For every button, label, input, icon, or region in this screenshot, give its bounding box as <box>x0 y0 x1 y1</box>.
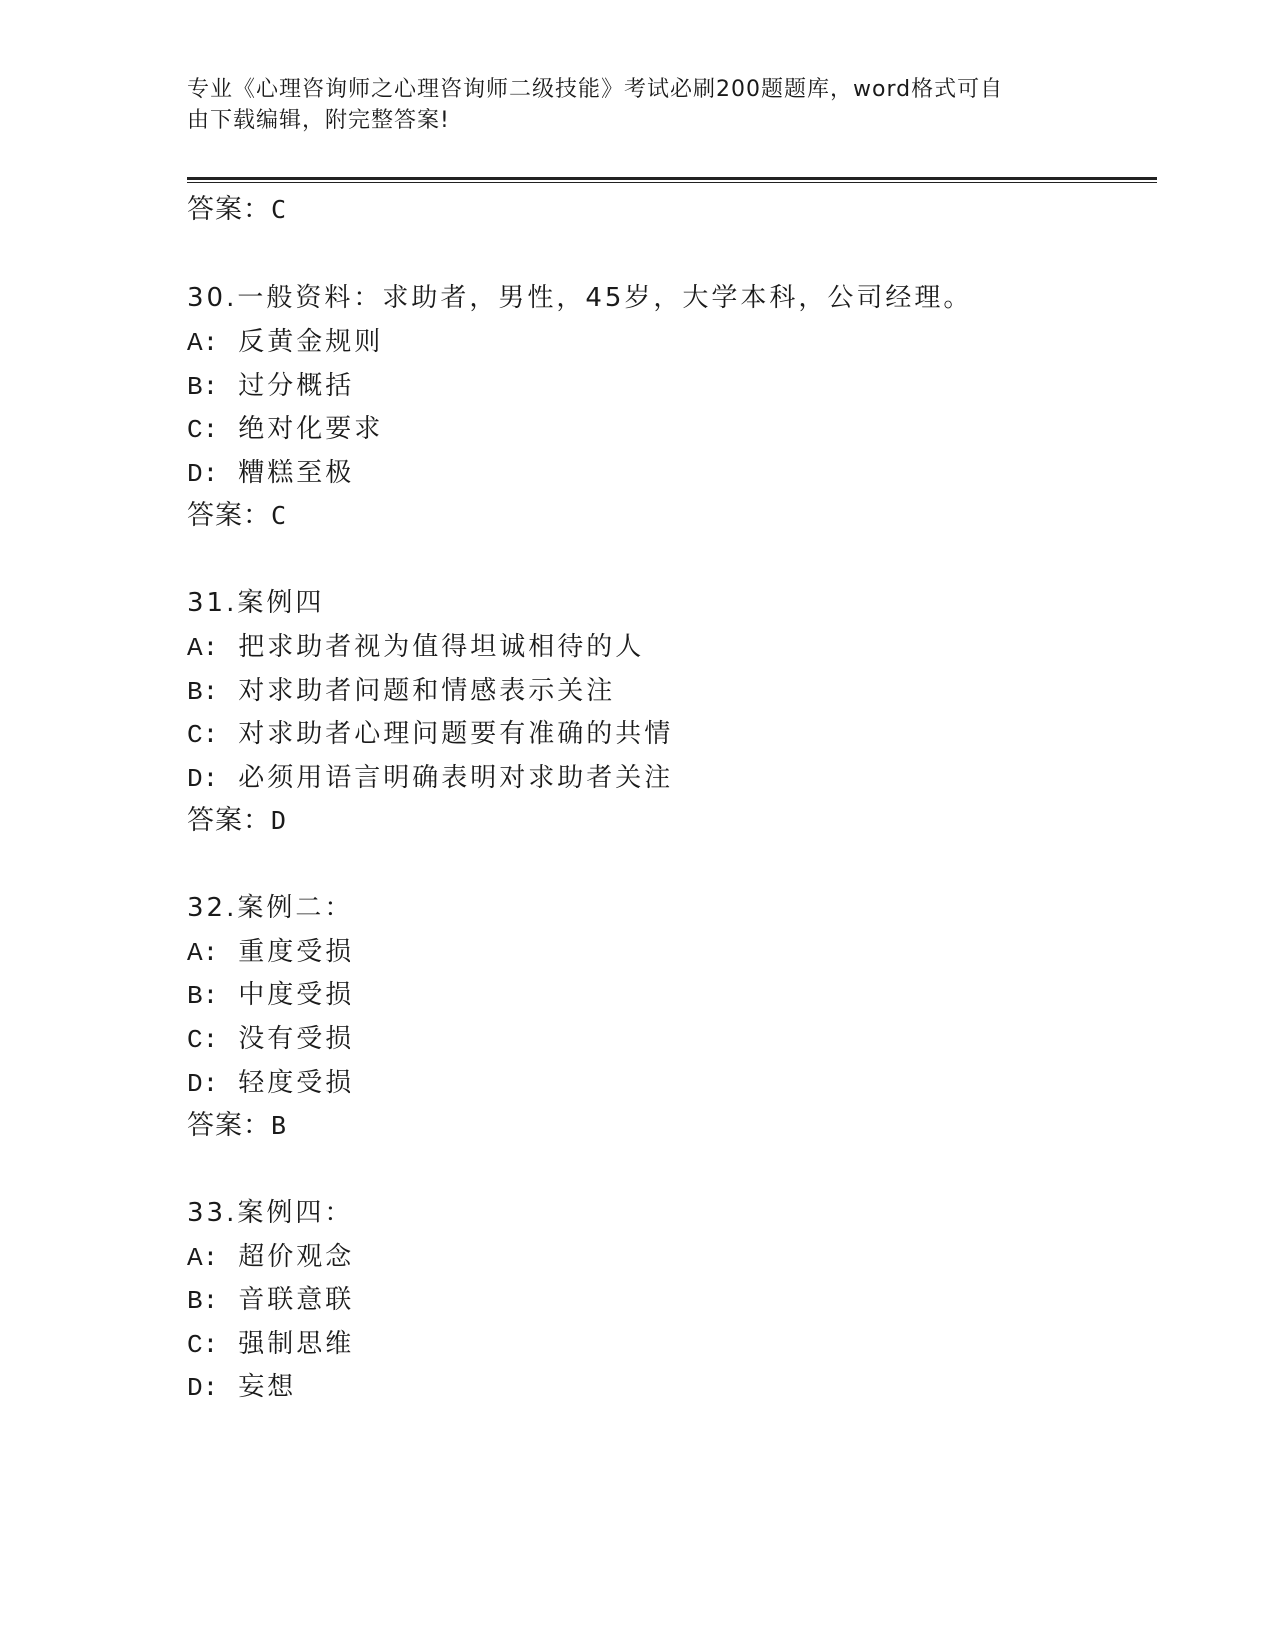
option-letter: C: <box>187 1330 219 1360</box>
option-letter: B: <box>187 372 219 402</box>
option-letter: D: <box>187 1069 219 1099</box>
option-text: 轻度受损 <box>238 1068 355 1098</box>
option-row <box>187 369 354 404</box>
option-text: 过分概括 <box>238 371 355 401</box>
question-stem: 31.案例四 <box>187 588 325 618</box>
option-text: 对求助者问题和情感表示关注 <box>238 676 616 706</box>
question-stem: 30.一般资料：求助者，男性，45岁，大学本科，公司经理。 <box>187 283 973 313</box>
option-row <box>187 456 354 491</box>
option-letter: B: <box>187 677 219 707</box>
answer-label: 答案： <box>187 1110 271 1141</box>
option-letter: D: <box>187 459 219 489</box>
option-text: 没有受损 <box>238 1024 355 1054</box>
option-letter: A: <box>187 328 219 358</box>
option-row <box>187 935 354 970</box>
option-letter: A: <box>187 633 219 663</box>
option-letter: C: <box>187 1025 219 1055</box>
option-letter: D: <box>187 1373 219 1403</box>
answer-label: 答案： <box>187 194 271 225</box>
option-text: 绝对化要求 <box>238 414 384 444</box>
option-row <box>187 761 673 796</box>
question-stem: 32.案例二： <box>187 893 354 923</box>
option-letter: C: <box>187 415 219 445</box>
option-row <box>187 1022 354 1057</box>
option-text: 反黄金规则 <box>238 327 384 357</box>
option-text: 重度受损 <box>238 937 355 967</box>
option-text: 把求助者视为值得坦诚相待的人 <box>238 632 645 662</box>
option-letter: B: <box>187 1286 219 1316</box>
answer-value: D <box>271 806 288 835</box>
option-text: 中度受损 <box>238 980 355 1010</box>
option-letter: A: <box>187 1243 219 1273</box>
option-row <box>187 674 615 709</box>
option-row <box>187 1283 354 1318</box>
option-row <box>187 1066 354 1101</box>
document-header <box>187 74 1067 136</box>
header-line-1: 专业《心理咨询师之心理咨询师二级技能》考试必刷200题题库，word格式可自 <box>187 77 1004 102</box>
answer-line <box>187 193 287 227</box>
option-row <box>187 325 383 360</box>
header-divider-thin <box>187 182 1157 183</box>
option-letter: B: <box>187 981 219 1011</box>
header-line-2: 由下载编辑，附完整答案! <box>187 108 450 133</box>
option-text: 妄想 <box>238 1372 297 1402</box>
answer-line <box>187 804 287 838</box>
option-row <box>187 1327 354 1362</box>
option-text: 糟糕至极 <box>238 458 355 488</box>
option-letter: C: <box>187 720 219 750</box>
option-row <box>187 978 354 1013</box>
option-text: 必须用语言明确表明对求助者关注 <box>238 763 674 793</box>
option-row <box>187 412 383 447</box>
answer-value: C <box>271 195 288 224</box>
option-text: 强制思维 <box>238 1329 355 1359</box>
option-row <box>187 1370 296 1405</box>
answer-value: B <box>271 1111 288 1140</box>
option-text: 对求助者心理问题要有准确的共情 <box>238 719 674 749</box>
answer-label: 答案： <box>187 805 271 836</box>
option-text: 超价观念 <box>238 1242 355 1272</box>
answer-line <box>187 499 287 533</box>
option-row <box>187 1240 354 1275</box>
option-row <box>187 717 673 752</box>
answer-value: C <box>271 501 288 530</box>
option-text: 音联意联 <box>238 1285 355 1315</box>
question-stem: 33.案例四： <box>187 1198 354 1228</box>
answer-label: 答案： <box>187 500 271 531</box>
answer-line <box>187 1109 287 1143</box>
option-row <box>187 630 644 665</box>
option-letter: D: <box>187 764 219 794</box>
header-divider-thick <box>187 177 1157 180</box>
option-letter: A: <box>187 938 219 968</box>
